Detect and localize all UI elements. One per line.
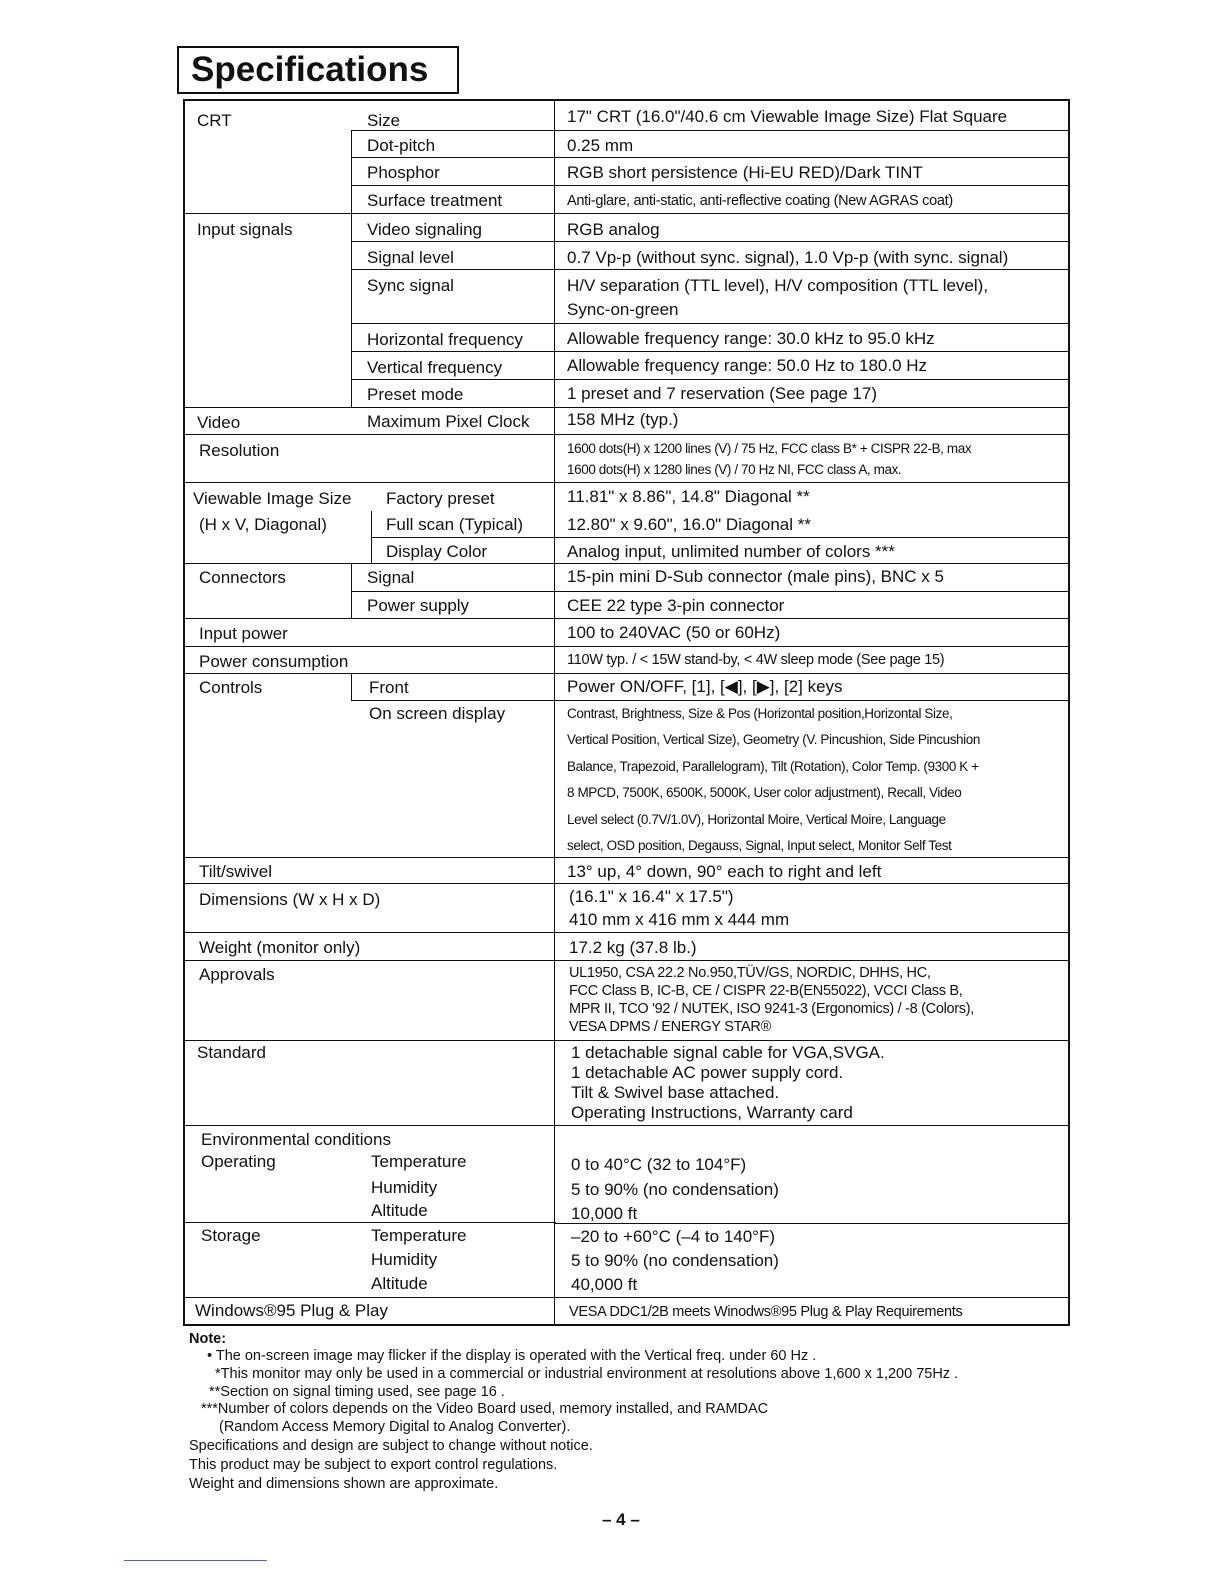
dimensions-label: Dimensions (W x H x D) bbox=[199, 890, 381, 909]
footer-rule bbox=[124, 1560, 267, 1561]
note-line-2: *This monitor may only be used in a commercial or industrial environment at resolutions above 1,600 x 1,200 75Hz . bbox=[215, 1366, 959, 1382]
note-line-5: (Random Access Memory Digital to Analog Converter). bbox=[219, 1419, 571, 1435]
crt-size-label: Size bbox=[367, 111, 401, 130]
crt-size-value: 17" CRT (16.0"/40.6 cm Viewable Image Size) Flat Square bbox=[567, 107, 1008, 126]
weight-value: 17.2 kg (37.8 lb.) bbox=[569, 938, 697, 957]
op-altitude-value: 10,000 ft bbox=[571, 1204, 638, 1223]
footer-line-2: This product may be subject to export control regulations. bbox=[189, 1457, 558, 1473]
hfreq-value: Allowable frequency range: 30.0 kHz to 95.0 kHz bbox=[567, 329, 935, 348]
crt-phosphor-value: RGB short persistence (Hi-EU RED)/Dark TINT bbox=[567, 163, 923, 182]
signal-level-label: Signal level bbox=[367, 248, 454, 267]
resolution-label: Resolution bbox=[199, 441, 280, 460]
factory-preset-label: Factory preset bbox=[386, 489, 495, 508]
st-temp-label: Temperature bbox=[371, 1226, 467, 1245]
note-line-3: **Section on signal timing used, see page 16 . bbox=[209, 1384, 505, 1400]
controls-front-label: Front bbox=[369, 678, 409, 697]
standard-line-1: 1 detachable signal cable for VGA,SVGA. bbox=[571, 1043, 885, 1062]
approvals-line-4: VESA DPMS / ENERGY STAR® bbox=[569, 1019, 771, 1035]
viewable-label-2: (H x V, Diagonal) bbox=[199, 515, 327, 534]
st-humidity-value: 5 to 90% (no condensation) bbox=[571, 1251, 779, 1270]
full-scan-value: 12.80" x 9.60", 16.0" Diagonal ** bbox=[567, 515, 811, 534]
preset-mode-label: Preset mode bbox=[367, 385, 464, 404]
operating-label: Operating bbox=[201, 1152, 276, 1171]
video-signaling-value: RGB analog bbox=[567, 220, 660, 239]
note-line-4: ***Number of colors depends on the Video Board used, memory installed, and RAMDAC bbox=[201, 1401, 769, 1417]
signal-level-value: 0.7 Vp-p (without sync. signal), 1.0 Vp-p (with sync. signal) bbox=[567, 248, 1009, 267]
footer-line-1: Specifications and design are subject to change without notice. bbox=[189, 1438, 593, 1454]
preset-mode-value: 1 preset and 7 reservation (See page 17) bbox=[567, 384, 877, 403]
weight-label: Weight (monitor only) bbox=[199, 938, 361, 957]
connector-signal-value: 15-pin mini D-Sub connector (male pins), BNC x 5 bbox=[567, 567, 944, 586]
windows-label: Windows®95 Plug & Play bbox=[195, 1301, 389, 1320]
pixel-clock-label: Maximum Pixel Clock bbox=[367, 412, 530, 431]
osd-line-1: Contrast, Brightness, Size & Pos (Horizontal position,Horizontal Size, bbox=[567, 706, 953, 721]
tilt-label: Tilt/swivel bbox=[199, 862, 273, 881]
op-humidity-label: Humidity bbox=[371, 1178, 438, 1197]
sync-signal-value-1: H/V separation (TTL level), H/V composition (TTL level), bbox=[567, 276, 989, 295]
display-color-label: Display Color bbox=[386, 542, 488, 561]
storage-label: Storage bbox=[201, 1226, 261, 1245]
crt-surface-value: Anti-glare, anti-static, anti-reflective coating (New AGRAS coat) bbox=[567, 193, 953, 209]
osd-line-4: 8 MPCD, 7500K, 6500K, 5000K, User color adjustment), Recall, Video bbox=[567, 785, 962, 800]
crt-surface-label: Surface treatment bbox=[367, 191, 503, 210]
vfreq-label: Vertical frequency bbox=[367, 358, 503, 377]
video-signaling-label: Video signaling bbox=[367, 220, 482, 239]
osd-label: On screen display bbox=[369, 704, 506, 723]
page-number: – 4 – bbox=[602, 1510, 640, 1529]
power-consumption-label: Power consumption bbox=[199, 652, 349, 671]
st-altitude-label: Altitude bbox=[371, 1274, 428, 1293]
viewable-label-1: Viewable Image Size bbox=[193, 489, 352, 508]
crt-dotpitch-label: Dot-pitch bbox=[367, 136, 436, 155]
footer-line-3: Weight and dimensions shown are approximate. bbox=[189, 1476, 499, 1492]
input-signals-label: Input signals bbox=[197, 220, 293, 239]
op-temp-label: Temperature bbox=[371, 1152, 467, 1171]
power-consumption-value: 110W typ. / < 15W stand-by, < 4W sleep mode (See page 15) bbox=[567, 652, 945, 668]
osd-line-6: select, OSD position, Degauss, Signal, Input select, Monitor Self Test bbox=[567, 838, 952, 853]
approvals-line-1: UL1950, CSA 22.2 No.950,TÜV/GS, NORDIC, DHHS, HC, bbox=[569, 965, 931, 981]
approvals-label: Approvals bbox=[199, 965, 275, 984]
standard-line-4: Operating Instructions, Warranty card bbox=[571, 1103, 853, 1122]
crt-phosphor-label: Phosphor bbox=[367, 163, 440, 182]
note-heading: Note: bbox=[189, 1331, 227, 1347]
tilt-value: 13° up, 4° down, 90° each to right and left bbox=[567, 862, 882, 881]
windows-value: VESA DDC1/2B meets Winodws®95 Plug & Play Requirements bbox=[569, 1304, 963, 1320]
factory-preset-value: 11.81" x 8.86", 14.8" Diagonal ** bbox=[567, 487, 810, 506]
connector-power-value: CEE 22 type 3-pin connector bbox=[567, 596, 785, 615]
crt-dotpitch-value: 0.25 mm bbox=[567, 136, 634, 155]
full-scan-label: Full scan (Typical) bbox=[386, 515, 523, 534]
display-color-value: Analog input, unlimited number of colors *** bbox=[567, 542, 895, 561]
st-temp-value: –20 to +60°C (–4 to 140°F) bbox=[571, 1227, 776, 1246]
st-altitude-value: 40,000 ft bbox=[571, 1275, 638, 1294]
environment-label: Environmental conditions bbox=[201, 1130, 391, 1149]
connector-power-label: Power supply bbox=[367, 596, 470, 615]
connectors-label: Connectors bbox=[199, 568, 286, 587]
controls-label: Controls bbox=[199, 678, 263, 697]
crt-label: CRT bbox=[197, 111, 232, 130]
note-line-1: • The on-screen image may flicker if the display is operated with the Vertical freq. under 60 Hz . bbox=[207, 1348, 817, 1364]
page-title: Specifications bbox=[177, 46, 459, 94]
approvals-line-3: MPR II, TCO '92 / NUTEK, ISO 9241-3 (Ergonomics) / -8 (Colors), bbox=[569, 1001, 975, 1017]
approvals-line-2: FCC Class B, IC-B, CE / CISPR 22-B(EN55022), VCCI Class B, bbox=[569, 983, 963, 999]
op-temp-value: 0 to 40°C (32 to 104°F) bbox=[571, 1155, 747, 1174]
controls-front-value: Power ON/OFF, [1], [◀], [▶], [2] keys bbox=[567, 677, 843, 696]
resolution-value-1: 1600 dots(H) x 1200 lines (V) / 75 Hz, FCC class B* + CISPR 22-B, max bbox=[567, 441, 972, 456]
video-label: Video bbox=[197, 413, 241, 432]
hfreq-label: Horizontal frequency bbox=[367, 330, 523, 349]
standard-line-2: 1 detachable AC power supply cord. bbox=[571, 1063, 844, 1082]
osd-line-3: Balance, Trapezoid, Parallelogram), Tilt (Rotation), Color Temp. (9300 K + bbox=[567, 759, 979, 774]
standard-line-3: Tilt & Swivel base attached. bbox=[571, 1083, 780, 1102]
osd-line-2: Vertical Position, Vertical Size), Geometry (V. Pincushion, Side Pincushion bbox=[567, 732, 980, 747]
sync-signal-value-2: Sync-on-green bbox=[567, 300, 679, 319]
vfreq-value: Allowable frequency range: 50.0 Hz to 180.0 Hz bbox=[567, 356, 928, 375]
sync-signal-label: Sync signal bbox=[367, 276, 454, 295]
pixel-clock-value: 158 MHz (typ.) bbox=[567, 410, 679, 429]
op-humidity-value: 5 to 90% (no condensation) bbox=[571, 1180, 779, 1199]
osd-line-5: Level select (0.7V/1.0V), Horizontal Moire, Vertical Moire, Language bbox=[567, 812, 946, 827]
input-power-label: Input power bbox=[199, 624, 288, 643]
st-humidity-label: Humidity bbox=[371, 1250, 438, 1269]
op-altitude-label: Altitude bbox=[371, 1201, 428, 1220]
resolution-value-2: 1600 dots(H) x 1280 lines (V) / 70 Hz NI, FCC class A, max. bbox=[567, 462, 902, 477]
standard-label: Standard bbox=[197, 1043, 266, 1062]
dimensions-value-2: 410 mm x 416 mm x 444 mm bbox=[569, 910, 790, 929]
input-power-value: 100 to 240VAC (50 or 60Hz) bbox=[567, 623, 781, 642]
connector-signal-label: Signal bbox=[367, 568, 415, 587]
dimensions-value-1: (16.1" x 16.4" x 17.5") bbox=[569, 887, 734, 906]
